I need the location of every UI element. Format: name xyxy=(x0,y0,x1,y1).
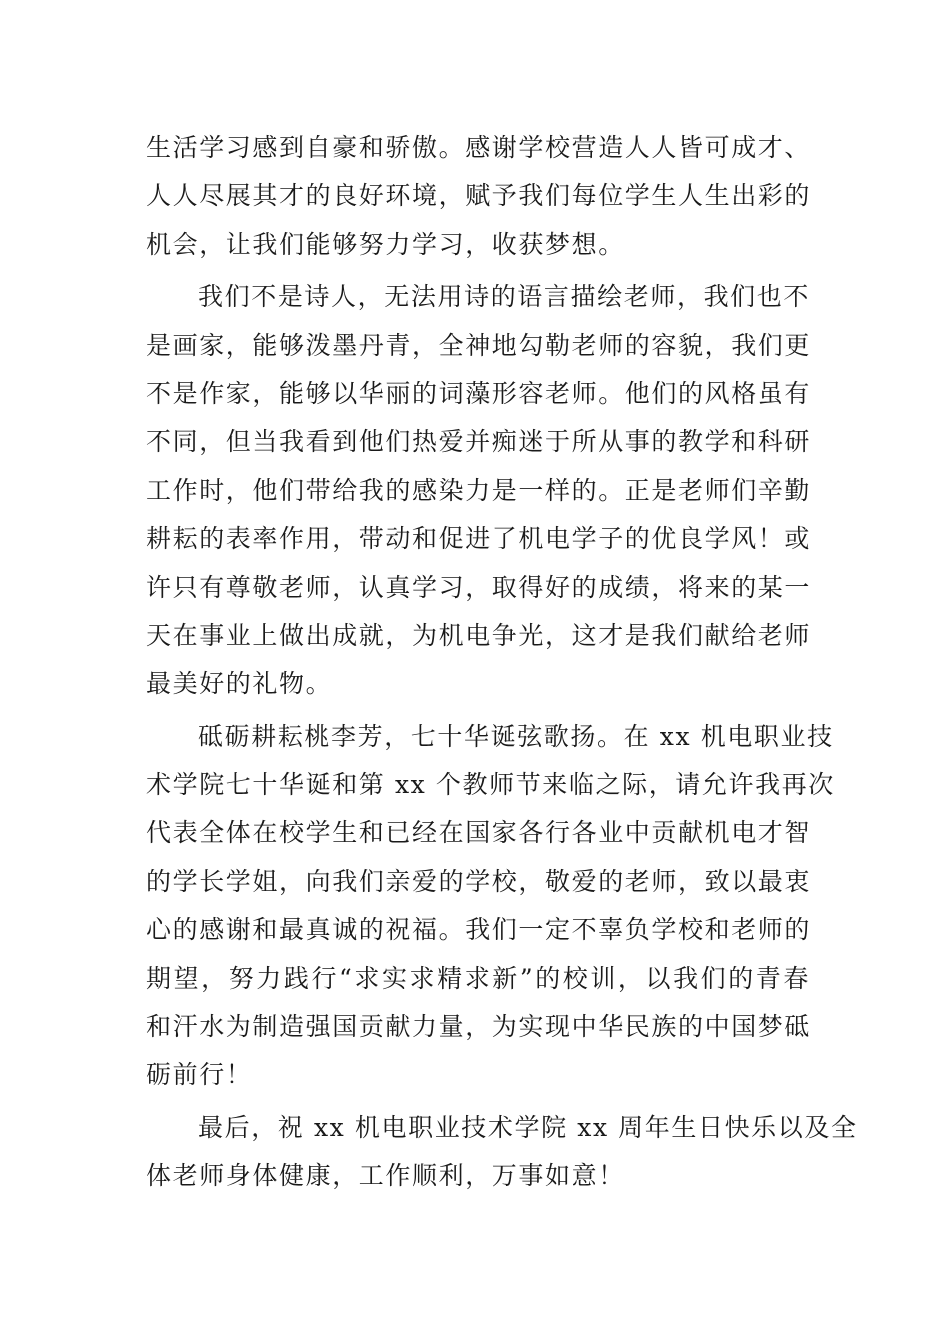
p4-line-2: 体老师身体健康，工作顺利，万事如意！ xyxy=(146,1161,625,1191)
p3-line-8: 砺前行！ xyxy=(146,1060,253,1090)
p1-line-1: 生活学习感到自豪和骄傲。感谢学校营造人人皆可成才、 xyxy=(146,133,812,162)
p1-line-3: 机会，让我们能够努力学习，收获梦想。 xyxy=(146,229,625,259)
p2-line-9: 最美好的礼物。 xyxy=(146,669,333,699)
p3-line-3: 代表全体在校学生和已经在国家各行各业中贡献机电才智 xyxy=(146,818,812,848)
p2-line-6: 耕耘的表率作用，带动和促进了机电学子的优良学风！或 xyxy=(146,524,812,554)
p2-line-4: 不同，但当我看到他们热爱并痴迷于所从事的教学和科研 xyxy=(146,427,812,457)
p2-line-8: 天在事业上做出成就，为机电争光，这才是我们献给老师 xyxy=(146,620,812,650)
p3-line-4: 的学长学姐，向我们亲爱的学校，敬爱的老师，致以最衷 xyxy=(146,866,812,896)
p2-line-3: 不是作家，能够以华丽的词藻形容老师。他们的风格虽有 xyxy=(146,378,812,408)
p3-line-5: 心的感谢和最真诚的祝福。我们一定不辜负学校和老师的 xyxy=(146,915,812,945)
p2-line-2: 是画家，能够泼墨丹青，全神地勾勒老师的容貌，我们更 xyxy=(146,330,812,360)
p1-line-2: 人人尽展其才的良好环境，赋予我们每位学生人生出彩的 xyxy=(146,181,812,211)
p2-line-5: 工作时，他们带给我的感染力是一样的。正是老师们辛勤 xyxy=(146,475,812,505)
p4-line-1: 最后，祝 xx 机电职业技术学院 xx 周年生日快乐以及全 xyxy=(198,1112,858,1142)
p3-line-6: 期望，努力践行“求实求精求新”的校训，以我们的青春 xyxy=(146,963,810,993)
document-body xyxy=(146,124,858,1201)
p2-line-1: 我们不是诗人，无法用诗的语言描绘老师，我们也不 xyxy=(198,282,810,312)
p3-line-1: 砥砺耕耘桃李芳，七十华诞弦歌扬。在 xx 机电职业技 xyxy=(198,721,834,751)
p3-line-7: 和汗水为制造强国贡献力量，为实现中华民族的中国梦砥 xyxy=(146,1012,812,1042)
p2-line-7: 许只有尊敬老师，认真学习，取得好的成绩，将来的某一 xyxy=(146,572,812,602)
p3-line-2: 术学院七十华诞和第 xx 个教师节来临之际，请允许我再次 xyxy=(146,770,835,800)
